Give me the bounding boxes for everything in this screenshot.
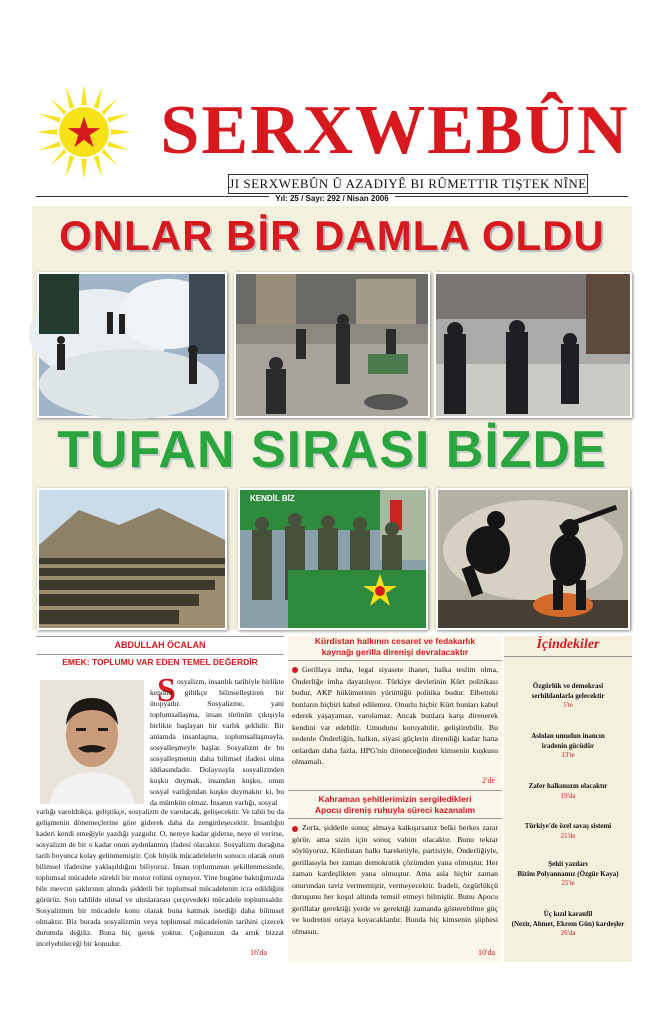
masthead-title: SERXWEBÛN (160, 92, 630, 169)
toc-item-page: 5'te (563, 701, 573, 709)
photo-tear-gas-protest (37, 272, 227, 418)
toc-item-line1: Üç kızıl karanfil (543, 910, 593, 918)
toc-item-line1: Zafer halkımızın olacaktır (528, 782, 608, 790)
masthead-tagline: JI SERXWEBÛN Û AZADIYÊ BI RÛMETTIR TIŞTEK NÎNE (228, 174, 588, 194)
rule-mid-top (288, 660, 502, 661)
article-mid2-title-line1: Kahraman şehitlerimizin sergiledikleri (318, 794, 472, 804)
sun-star-logo (36, 84, 132, 180)
toc-item-line1: Özgürlük ve demokrasi (532, 682, 604, 690)
article-left-body: varlığı varoldukça, geliştikçe, sosyalizm de varolacak, gelişecektir. Ve tabii bu da gelişmenin dönemeçlerine göre giderek daha da zenginleşecektir. İnsanlığın kaderi kendi emeğiyle yazdığı yazgıdır. O, nereye kadar giderse, neye el verirse, sosyalizm de bir o kadar onun aydınlanmış ifadesi olacaktır. Sosyalizm durağına tarih boyunca kolay gelinmemiştir. Çok büyük mücadelelerin sonucu olarak onun bilimsel ifadesine yaklaşıldığını biliyoruz. İnsan toplumunun şekillenmesinde, toplumsal mücadele sürekli bir motor rolünü oynuyor. Yine bugüne baktığımızda bile mevcut şaklırının altında şiddetli bir toplumsal mücadelenin icra edildiğini görürüz. Son tahlilde ulusal ve uluslararası çerçevedeki mücadele toplumsaldır. Sosyalizmin bir mücadele konu olarak buna katmak istediği daha bilimsel olmaktır. Biz burada sosyalizmin veya toplumsal mücadelenin tarihini çizecek durumda değiliz. Buna hiç gerek yoktur. Çoğunuzun da artık bizzat incelyebileceği bir konudur. (36, 807, 284, 948)
rule-left-top (36, 636, 284, 637)
issue-line-text: Yıl: 25 / Sayı: 292 / Nisan 2006 (269, 194, 394, 203)
photo-guerrilla-formation (37, 488, 227, 630)
toc-item[interactable] (508, 732, 628, 761)
toc-title: İçindekiler (536, 637, 600, 652)
toc-item[interactable] (508, 782, 628, 801)
rule-mid-middle (288, 790, 502, 791)
toc-item-page: 21'de (560, 831, 576, 840)
toc-item-page: 19'da (560, 791, 576, 800)
toc-item-line2: serhildanlarla gelecektir (531, 691, 605, 700)
toc-item-page: 26'da (560, 929, 576, 937)
toc-item[interactable] (508, 860, 628, 889)
headline-top: ONLAR BİR DAMLA OLDU (59, 212, 605, 259)
article-mid1-page[interactable]: 2'de (482, 776, 495, 785)
article-left-lead: osyalizm, insanlık tarihiyle birlikte kendini giltikçe bilinselleştiren bir ütopyadır. Sosyalizme, yani toplumsallaşma, insan türünün çıkışıyla birlikte başlayan bir varlık şeklidir. Bir anlamda insanlaşma, toplumsallaşmayla, sosyalleşmeyle başlar. Sosyalizm de bu sosyalleşmenin daha bilimsel ifadesi olma iddiasındadır. Dolayısıyla sosyalizmden kuşku duymak, insandan kuşku, onun sosyal varlığından kuşku duymaktır ki, bu da mümkün olmaz. İnsanın varlığı, sosyal (150, 677, 284, 807)
article-mid2-title-line2: Apocu direniş ruhuyla süreci kazanalım (314, 805, 476, 815)
toc-item-line1: Aslolan umudun inancın (531, 732, 605, 740)
article-mid2-page[interactable]: 10'da (478, 948, 495, 957)
rule-mid-second (288, 818, 502, 819)
toc-item[interactable] (508, 822, 628, 841)
issue-line (36, 194, 628, 203)
toc-item-line1: Şehit yazıları (548, 860, 588, 868)
headline-middle: TUFAN SIRASI BİZDE (57, 421, 607, 479)
dropcap: S (157, 672, 176, 709)
photo-ceremony (238, 488, 428, 630)
banner-text: KENDİL BİZ (250, 494, 295, 503)
toc-item[interactable] (508, 682, 628, 711)
author-portrait (40, 680, 144, 804)
toc-item-page: 25'te (561, 879, 575, 887)
article-mid1-title-line2: kaynağı gerilla direnişi devralacaktır (321, 647, 469, 657)
photo-silhouette-fighters (436, 488, 630, 630)
toc-item-line1: Türkiye'de özel savaş sistemi (524, 822, 612, 830)
toc-rule (504, 656, 632, 657)
article-mid1-body: Gerillaya imha, legal siyasete ihanet, halka teslim olma, Önderliğe imha dayatılıyor. Türkiye devletinin Kürt politikası budur, AKP hükümetinin yürüttüğü politika budur. Elbetteki bunların hiçbiri kabul edilemez. Onurlu hiçbir Kürt bunları kabul ederek yaşayamaz, varolamaz. Ancak bunlara karşı direnerek kendini var edebilir. Umudunu koruyabilir, geliştirebilir. Bu nedenle Önderliğin, halkın, siyasi güçlerin direndiği kadar hatta onlardan daha fazla, HPG'nin direneceğinden kimsenin kuşkusu olmamalı. (292, 665, 498, 766)
toc-item-line2: (Nezir, Ahmet, Ekrem Gün) kardeşler (511, 919, 625, 928)
photo-riot-police (434, 272, 632, 418)
article-mid2-body: Zorla, şiddetle sonuç almaya kalkışırsanız belki herkes zarar görür, ama sizin için sonuç vahim olacaktır. Bunu tekrar söylüyoruz. Kürdistan halkı hareketiyle, partisiyle, Önderliğiyle, gerillasıyla her zaman demokratik çözümden yana olmuştur. Her zaman kardeşlikten yana olmuştur. Ama asla hiçbir zaman onurundan taviz vermemiştir, vermeyecektir. İradeli, özgürlükçü duruşunu her koşul altında temsil etmeyi bilmiştir. Bunu Apocu gerillalar gerektiği yerde ve gerektiği zamanda gösterebilme güç ve kudretini ortaya koyacaklardır. Bunda hiç kimsenin şüphesi olmasın. (292, 823, 498, 936)
toc-item-line2: Bizim Polyannamız (Özgür Kaya) (517, 869, 619, 878)
author-name: ABDULLAH ÖCALAN (114, 640, 206, 650)
photo-street-clash (234, 272, 430, 418)
article-mid1-title-line1: Kürdistan halkının cesaret ve fedakarlık (314, 636, 476, 646)
rule-left-mid (36, 654, 284, 655)
article-left-page[interactable]: 16'da (250, 948, 267, 957)
toc-item-line2: iradenin gücüdür (541, 741, 595, 750)
toc-item[interactable] (508, 910, 628, 939)
toc-item-page: 13'te (561, 751, 575, 759)
article-left-title: EMEK: TOPLUMU VAR EDEN TEMEL DEĞERDİR (62, 657, 258, 667)
